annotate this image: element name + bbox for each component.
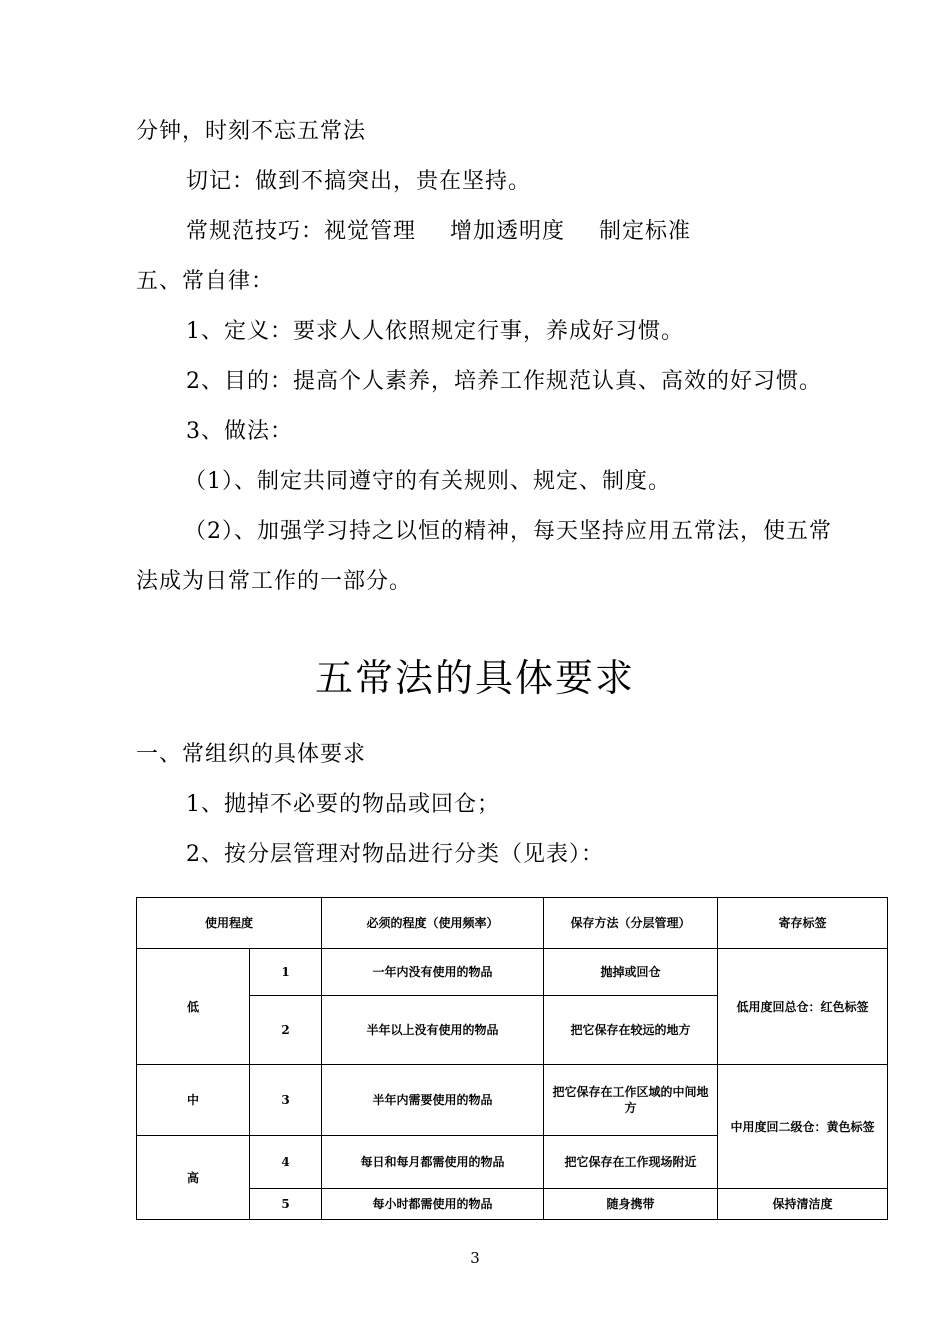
heading-self-discipline: 五、常自律：: [136, 269, 275, 294]
technique-visual: 常规范技巧：视觉管理: [186, 219, 417, 244]
header-usage-level: 使用程度: [137, 898, 322, 949]
level-low: 低: [137, 949, 250, 1065]
paragraph-definition: 1、定义：要求人人依照规定行事，养成好习惯。: [186, 319, 684, 344]
header-storage-label: 寄存标签: [718, 898, 888, 949]
row-frequency: 每小时都需使用的物品: [322, 1189, 544, 1220]
paragraph-method-2: （2）、加强学习持之以恒的精神，每天坚持应用五常法，使五常: [184, 519, 832, 544]
classification-table: [136, 897, 888, 1220]
technique-standards: 制定标准: [599, 219, 692, 244]
table-row: [137, 1065, 888, 1136]
label-mid: 中用度回二级仓：黄色标签: [718, 1065, 888, 1189]
row-number: 5: [250, 1189, 322, 1220]
paragraph-method: 3、做法：: [186, 419, 293, 444]
subsection-heading: 一、常组织的具体要求: [136, 742, 367, 767]
row-number: 4: [250, 1136, 322, 1189]
row-method: 把它保存在工作现场附近: [544, 1136, 718, 1189]
paragraph-method-1: （1）、制定共同遵守的有关规则、规定、制度。: [184, 469, 671, 494]
table-row: [137, 949, 888, 996]
row-method: 随身携带: [544, 1189, 718, 1220]
paragraph-purpose: 2、目的：提高个人素养，培养工作规范认真、高效的好习惯。: [186, 369, 822, 394]
header-storage-method: 保存方法（分层管理）: [544, 898, 718, 949]
row-number: 1: [250, 949, 322, 996]
row-frequency: 一年内没有使用的物品: [322, 949, 544, 996]
subsection-item-1: 1、抛掉不必要的物品或回仓；: [186, 792, 500, 817]
row-number: 3: [250, 1065, 322, 1136]
paragraph-continuation: 分钟，时刻不忘五常法: [136, 119, 367, 144]
label-low: 低用度回总仓：红色标签: [718, 949, 888, 1065]
paragraph-method-2-cont: 法成为日常工作的一部分。: [136, 569, 413, 594]
row-frequency: 半年内需要使用的物品: [322, 1065, 544, 1136]
row-method: 把它保存在较远的地方: [544, 996, 718, 1065]
page-number: 3: [470, 1249, 480, 1267]
section-title: 五常法的具体要求: [314, 656, 635, 700]
technique-transparency: 增加透明度: [450, 219, 566, 244]
paragraph-reminder: 切记：做到不搞突出，贵在坚持。: [186, 169, 532, 194]
level-high: 高: [137, 1136, 250, 1220]
subsection-item-2: 2、按分层管理对物品进行分类（见表）：: [186, 842, 604, 867]
level-mid: 中: [137, 1065, 250, 1136]
row-frequency: 每日和每月都需使用的物品: [322, 1136, 544, 1189]
table-header-row: [137, 898, 888, 949]
row-method: 抛掉或回仓: [544, 949, 718, 996]
header-frequency: 必须的程度（使用频率）: [322, 898, 544, 949]
row-method: 把它保存在工作区域的中间地方: [544, 1065, 718, 1136]
label-high: 保持清洁度: [718, 1189, 888, 1220]
table-row: [137, 1189, 888, 1220]
paragraph-techniques: [186, 217, 691, 247]
row-number: 2: [250, 996, 322, 1065]
row-frequency: 半年以上没有使用的物品: [322, 996, 544, 1065]
